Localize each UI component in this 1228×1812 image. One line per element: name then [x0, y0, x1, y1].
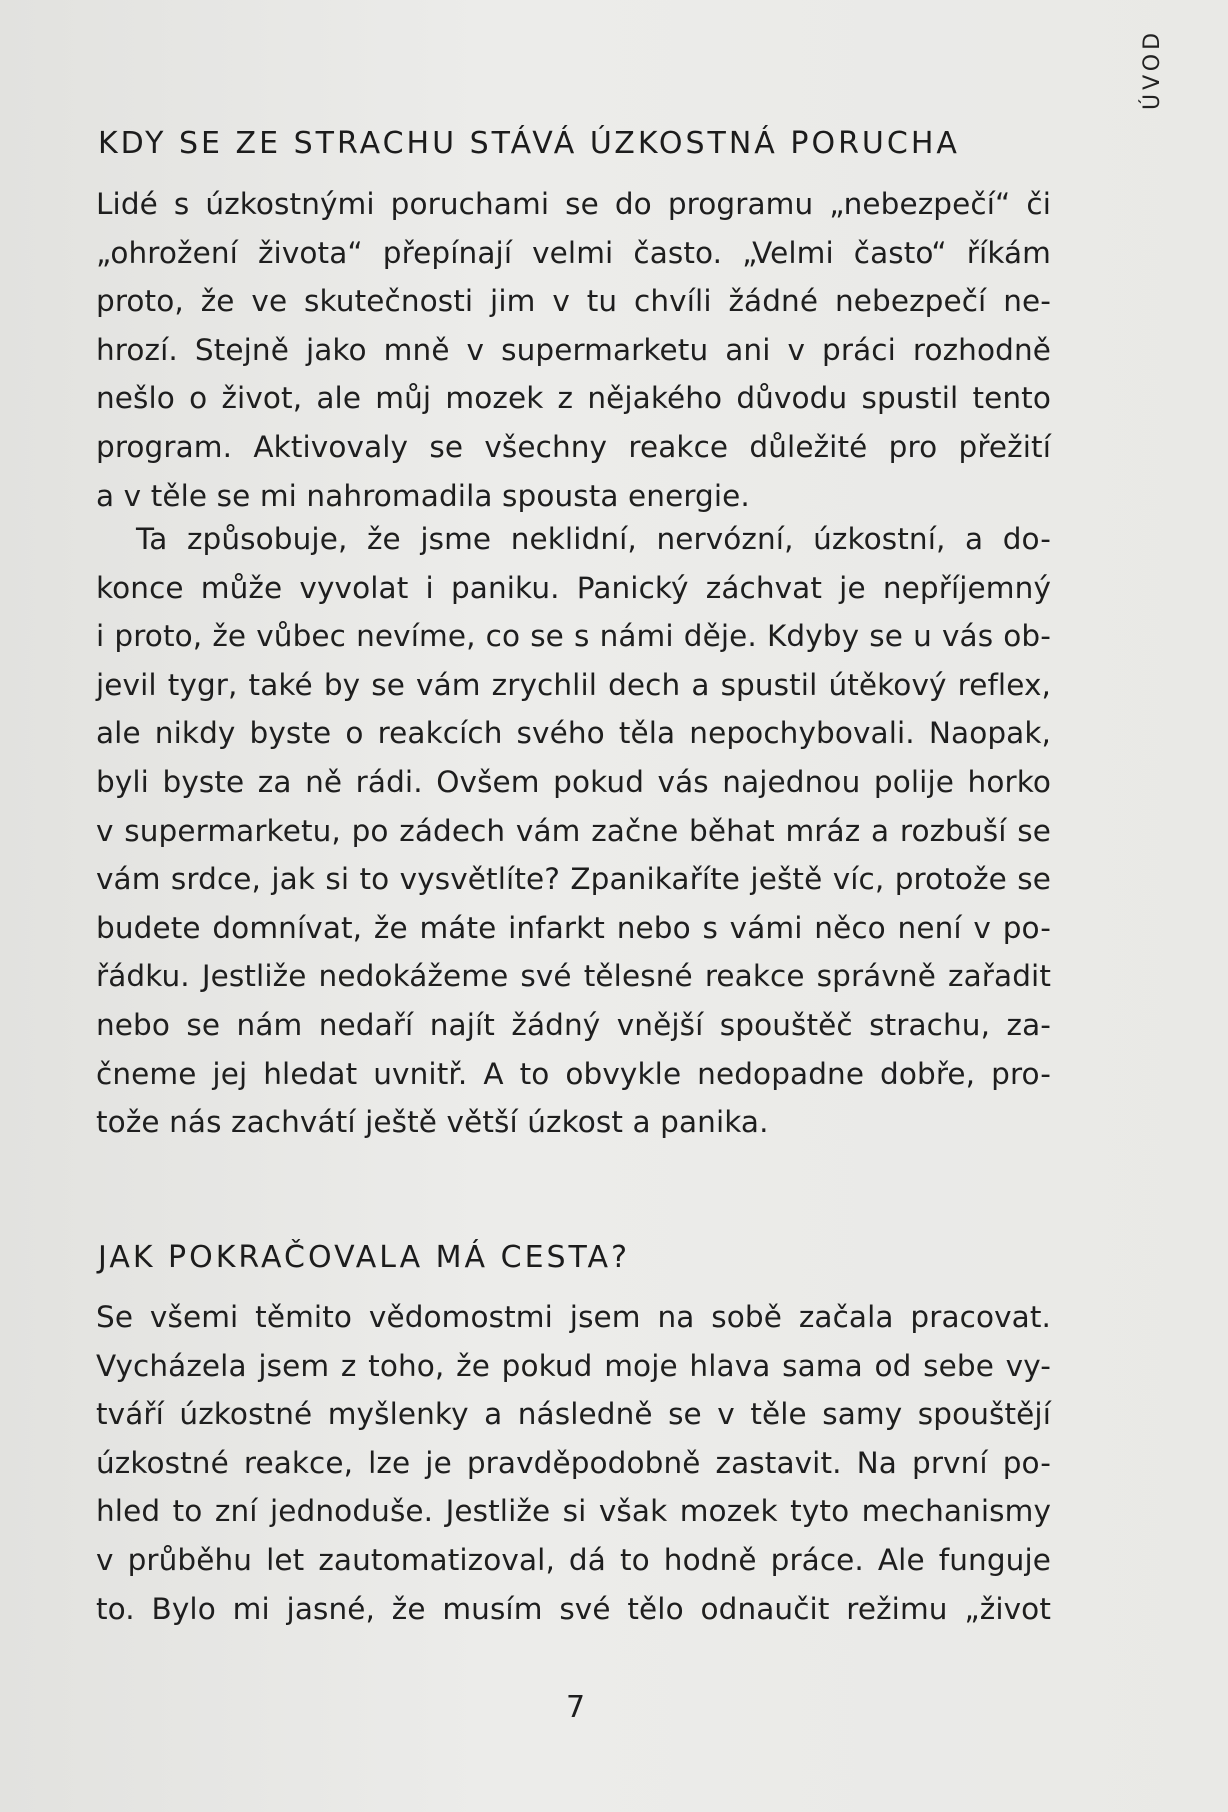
- text-line: tváří úzkostné myšlenky a následně se v těle samy spouštějí: [96, 1397, 1051, 1432]
- text-line: to. Bylo mi jasné, že musím své tělo odnaučit režimu „život: [96, 1591, 1051, 1626]
- text-line: a v těle se mi nahromadila spousta energie.: [96, 478, 750, 513]
- text-line: nebo se nám nedaří najít žádný vnější spouštěč strachu, za-: [96, 1007, 1051, 1042]
- text-line: v průběhu let zautomatizoval, dá to hodně práce. Ale funguje: [96, 1542, 1051, 1577]
- text-line: konce může vyvolat i paniku. Panický záchvat je nepříjemný: [96, 570, 1051, 605]
- text-line: vám srdce, jak si to vysvětlíte? Zpanikaříte ještě víc, protože se: [96, 862, 1051, 897]
- text-line: Lidé s úzkostnými poruchami se do programu „nebezpečí“ či: [96, 187, 1051, 221]
- text-line: ale nikdy byste o reakcích svého těla nepochybovali. Naopak,: [96, 716, 1051, 751]
- section-heading-fear-to-disorder: KDY SE ZE STRACHU STÁVÁ ÚZKOSTNÁ PORUCHA: [98, 126, 960, 161]
- paragraph: [96, 180, 1051, 520]
- text-line: hrozí. Stejně jako mně v supermarketu ani v práci rozhodně: [96, 332, 1051, 367]
- text-line: řádku. Jestliže nedokážeme své tělesné reakce správně zařadit: [96, 959, 1051, 994]
- text-line: proto, že ve skutečnosti jim v tu chvíli žádné nebezpečí ne-: [96, 284, 1051, 319]
- section-heading-my-journey: JAK POKRAČOVALA MÁ CESTA?: [98, 1240, 631, 1275]
- text-line: Vycházela jsem z toho, že pokud moje hlava sama od sebe vy-: [96, 1348, 1051, 1383]
- text-line: Ta způsobuje, že jsme neklidní, nervózní, úzkostní, a do-: [136, 522, 1051, 556]
- paragraph: [96, 1293, 1051, 1633]
- text-line: jevil tygr, také by se vám zrychlil dech a spustil útěkový reflex,: [96, 667, 1051, 702]
- text-line: Se všemi těmito vědomostmi jsem na sobě začala pracovat.: [96, 1300, 1051, 1334]
- running-head: ÚVOD: [1140, 28, 1165, 110]
- text-line: i proto, že vůbec nevíme, co se s námi děje. Kdyby se u vás ob-: [96, 619, 1051, 654]
- text-line: v supermarketu, po zádech vám začne běhat mráz a rozbuší se: [96, 813, 1051, 848]
- paragraph: [96, 515, 1051, 1147]
- text-line: byli byste za ně rádi. Ovšem pokud vás najednou polije horko: [96, 764, 1051, 799]
- text-line: tože nás zachvátí ještě větší úzkost a panika.: [96, 1105, 769, 1140]
- text-line: nešlo o život, ale můj mozek z nějakého důvodu spustil tento: [96, 381, 1051, 416]
- text-line: program. Aktivovaly se všechny reakce důležité pro přežití: [96, 429, 1051, 464]
- text-line: budete domnívat, že máte infarkt nebo s vámi něco není v po-: [96, 910, 1051, 945]
- text-line: úzkostné reakce, lze je pravděpodobně zastavit. Na první po-: [96, 1445, 1051, 1480]
- text-line: hled to zní jednoduše. Jestliže si však mozek tyto mechanismy: [96, 1494, 1051, 1529]
- page-number: 7: [566, 1690, 586, 1725]
- text-line: „ohrožení života“ přepínají velmi často. „Velmi často“ říkám: [96, 235, 1051, 270]
- text-line: čneme jej hledat uvnitř. A to obvykle nedopadne dobře, pro-: [96, 1056, 1051, 1091]
